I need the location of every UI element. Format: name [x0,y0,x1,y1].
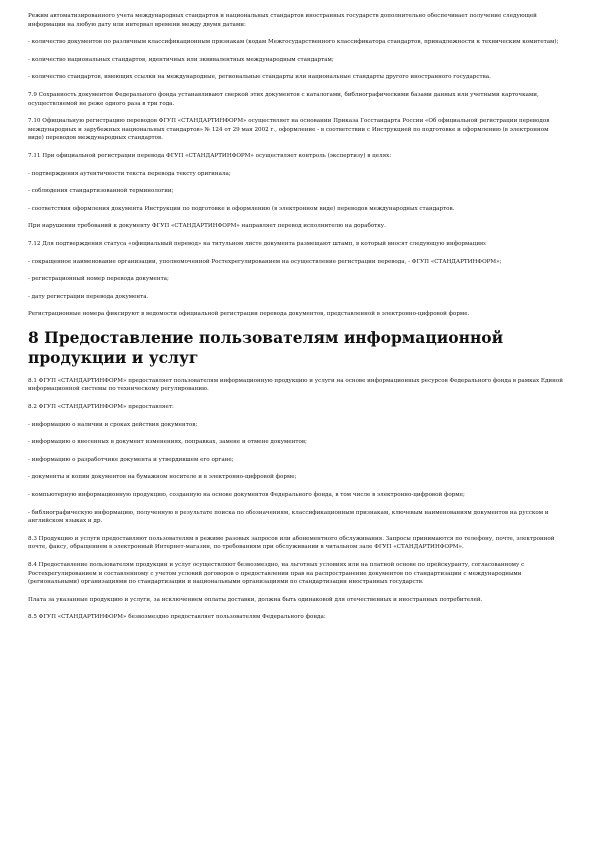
paragraph: При нарушении требований к документу ФГУП «СТАНДАРТИНФОРМ» направляет перевод исполнителю на доработку. [28,223,386,230]
list-item: - документы и копии документов на бумажном носителе и в электронно-цифровой форме; [28,474,297,481]
section-8-body [28,377,566,622]
paragraph: 7.9 Сохранность документов Федерального фонда устанавливают сверкой этих документов с каталогами, библиографическими базами данных или учетными карточками, осуществляемой не реже одного раза в три года. [28,91,539,107]
list-item: - информацию о внесенных в документ изменениях, поправках, замене и отмене документов; [28,439,307,446]
paragraph: 8.3 Продукцию и услуги предоставляют пользователям в режиме разовых запросов или абонементного обслуживания. Запросы принимаются по телефону, почте, электронной почте, факсу, обращением в электронный Интернет-магазин, по требованиям при обслуживании в читальном зале ФГУП «СТАНДАРТИНФОРМ». [28,535,555,551]
list-item: - регистрационный номер перевода документа; [28,276,169,283]
list-item: - количество национальных стандартов, идентичных или эквивалентных международным стандартам; [28,56,334,63]
list-item: - соответствия оформления документа Инструкции по подготовке и оформлению (в электронном виде) переводов международных стандартов. [28,205,455,212]
section-7-continued [28,12,566,319]
list-item: - сокращенное наименование организации, уполномоченной Ростехрегулированием на осуществление регистрации перевода, - ФГУП «СТАНДАРТИНФОРМ»; [28,258,502,265]
list-item: - количество стандартов, имеющих ссылки на международные, региональные стандарты или национальные стандарты другого иностранного государства. [28,74,491,81]
paragraph: 8.5 ФГУП «СТАНДАРТИНФОРМ» безвозмездно предоставляет пользователям Федерального фонда: [28,614,326,621]
paragraph: 7.11 При официальной регистрации перевода ФГУП «СТАНДАРТИНФОРМ» осуществляет контроль (экспертизу) в целях: [28,152,392,159]
paragraph: 8.1 ФГУП «СТАНДАРТИНФОРМ» предоставляет пользователям информационную продукцию и услуги на основе информационных ресурсов Федерального фонда в рамках Единой информационной системы по техническому регулированию. [28,377,563,393]
paragraph: Регистрационные номера фиксируют в ведомости официальной регистрации перевода документов, представленной в электронно-цифровой форме. [28,311,470,318]
list-item: - информацию о разработчике документа и утвердившем его органе; [28,456,234,463]
list-item: - соблюдения стандартизованной терминологии; [28,188,174,195]
paragraph: Режим автоматизированного учета международных стандартов и национальных стандартов иностранных государств дополнительно обеспечивает получение следующей информации на любую дату или интервал времени между двумя датами: [28,13,537,28]
paragraph: 7.10 Официальную регистрацию переводов ФГУП «СТАНДАРТИНФОРМ» осуществляет на основании Приказа Госстандарта России «Об официальной регистрации переводов международных и зарубежных национальных стандартов» № 124 от 29 мая 2002 г., оформление - в соответствии с Инструкцией по подготовке и оформлению (в электронном виде) переводов международных стандартов. [28,118,550,142]
list-item: - дату регистрации перевода документа. [28,293,149,300]
paragraph: 7.12 Для подтверждения статуса «официальный перевод» на титульном листе документа размещают штамп, в который вносят следующую информацию: [28,240,487,247]
list-item: - информацию о наличии и сроках действия документов; [28,421,198,428]
section-8-heading: 8 Предоставление пользователям информационной продукции и услуг [28,327,504,367]
paragraph: Плата за указанные продукцию и услуги, за исключением оплаты доставки, должна быть одинаковой для отечественных и иностранных потребителей. [28,596,483,603]
list-item: - подтверждения аутентичности текста перевода тексту оригинала; [28,170,231,177]
paragraph: 8.4 Предоставление пользователям продукции и услуг осуществляют безвозмездно, на льготных условиях или на платной основе по прейскуранту, согласованному с Ростехрегулированием и составленному с учетом условий договоров о предоставлении прав на распространение документов по стандартизации с международными (региональными) организациями по стандартизации и национальными организациями по стандартизации иностранных государств. [28,562,525,586]
list-item: - количество документов по различным классификационным признакам (кодам Межгосударственного классификатора стандартов, принадлежности к техническим комитетам); [28,39,559,46]
paragraph: 8.2 ФГУП «СТАНДАРТИНФОРМ» предоставляет: [28,404,174,411]
document-page [28,12,566,631]
list-item: - библиографическую информацию, полученную в результате поиска по обозначениям, классификационным признакам, ключевым наименованиям документов на русском и английском языках и др. [28,509,549,525]
list-item: - компьютерную информационную продукцию, созданную на основе документов Федерального фонда, в том числе в электронно-цифровой форме; [28,492,465,499]
